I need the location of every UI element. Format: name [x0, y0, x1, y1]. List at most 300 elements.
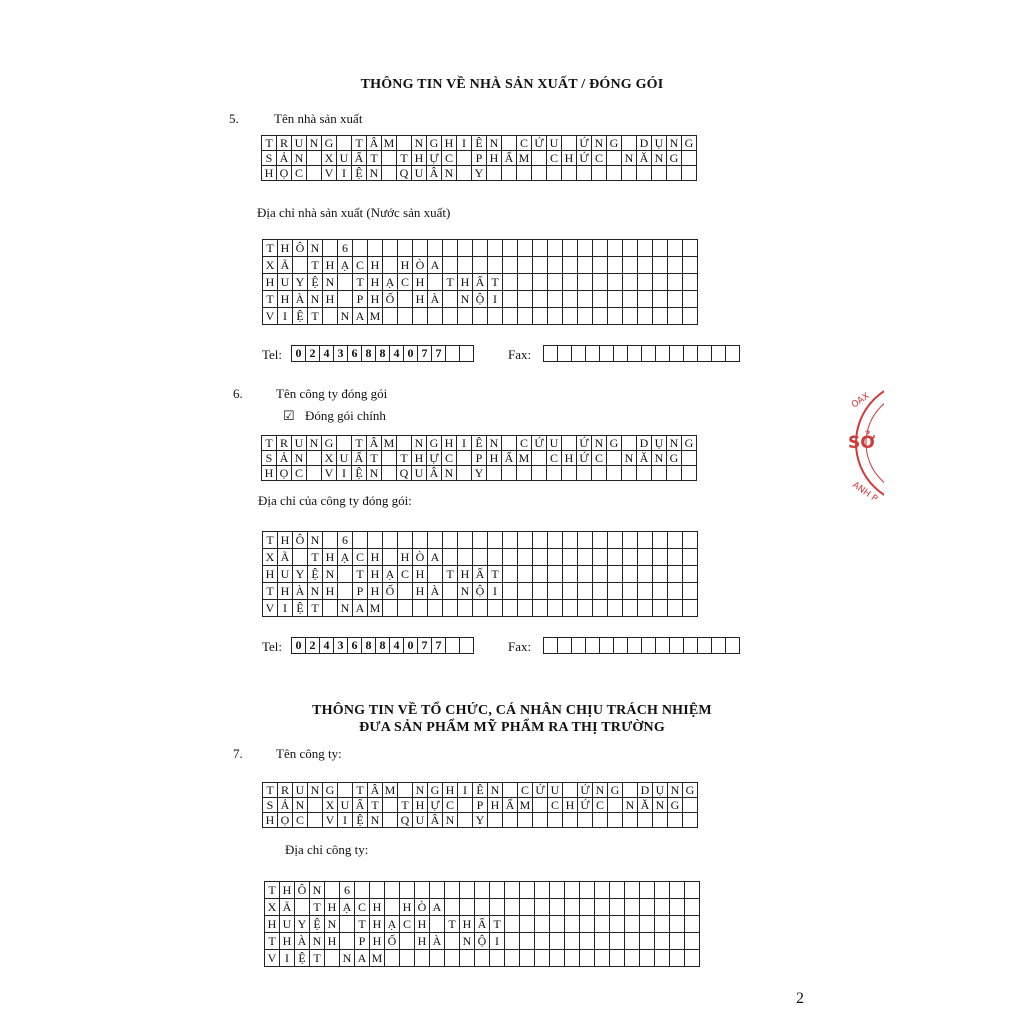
- grid-row: [263, 291, 698, 308]
- grid-cell: H: [370, 933, 385, 950]
- grid-cell: H: [487, 151, 502, 166]
- grid-cell: Ứ: [577, 436, 592, 451]
- grid-cell: [503, 783, 518, 798]
- grid-cell: S: [263, 798, 278, 813]
- digit-box: [600, 638, 614, 653]
- grid-cell: I: [278, 308, 293, 325]
- grid-cell: À: [428, 291, 443, 308]
- grid-cell: [533, 798, 548, 813]
- grid-cell: [563, 257, 578, 274]
- grid-cell: [520, 916, 535, 933]
- grid-row: [265, 882, 700, 899]
- item-label-manufacturer-name: Tên nhà sản xuất: [274, 111, 363, 126]
- grid-cell: [473, 257, 488, 274]
- grid-cell: [623, 583, 638, 600]
- digit-box: 4: [390, 346, 404, 361]
- grid-cell: [458, 240, 473, 257]
- grid-cell: C: [443, 798, 458, 813]
- fax-label-2: Fax:: [508, 639, 532, 654]
- grid-cell: [608, 308, 623, 325]
- grid-cell: [550, 899, 565, 916]
- fax-boxes-2: [543, 637, 740, 654]
- grid-cell: [338, 783, 353, 798]
- grid-cell: P: [472, 451, 487, 466]
- grid-cell: [668, 549, 683, 566]
- grid-cell: Ả: [277, 451, 292, 466]
- grid-cell: N: [442, 166, 457, 181]
- grid-cell: H: [487, 451, 502, 466]
- grid-cell: [547, 166, 562, 181]
- grid-cell: [563, 532, 578, 549]
- grid-cell: Y: [473, 813, 488, 828]
- grid-cell: T: [262, 136, 277, 151]
- grid-cell: [668, 600, 683, 617]
- grid-cell: Ã: [280, 899, 295, 916]
- grid-cell: [550, 933, 565, 950]
- grid-row: [263, 549, 698, 566]
- grid-cell: [685, 916, 700, 933]
- grid-cell: [475, 882, 490, 899]
- digit-box: [614, 346, 628, 361]
- grid-cell: [640, 899, 655, 916]
- grid-cell: [535, 882, 550, 899]
- grid-cell: [580, 916, 595, 933]
- digit-box: 8: [362, 638, 376, 653]
- grid-cell: Ò: [413, 257, 428, 274]
- grid-cell: [640, 933, 655, 950]
- grid-cell: [457, 451, 472, 466]
- grid-cell: H: [368, 291, 383, 308]
- grid-cell: [520, 882, 535, 899]
- checkbox-icon: ☑: [283, 408, 295, 423]
- grid-cell: Ệ: [295, 950, 310, 967]
- grid-cell: [595, 899, 610, 916]
- grid-cell: H: [562, 151, 577, 166]
- grid-cell: H: [415, 933, 430, 950]
- grid-cell: [563, 240, 578, 257]
- grid-cell: Ê: [472, 436, 487, 451]
- grid-cell: [593, 257, 608, 274]
- grid-cell: T: [265, 882, 280, 899]
- grid-cell: [578, 274, 593, 291]
- grid-cell: [353, 240, 368, 257]
- grid-cell: Ẩ: [502, 451, 517, 466]
- grid-row: [263, 798, 698, 813]
- grid-cell: [653, 257, 668, 274]
- grid-cell: H: [323, 583, 338, 600]
- digit-box: [586, 638, 600, 653]
- grid-cell: M: [382, 436, 397, 451]
- grid-cell: C: [547, 451, 562, 466]
- grid-cell: [533, 566, 548, 583]
- digit-box: [558, 638, 572, 653]
- grid-cell: [382, 451, 397, 466]
- packer-address-grid: [262, 531, 698, 617]
- grid-cell: U: [278, 274, 293, 291]
- digit-box: 7: [432, 346, 446, 361]
- grid-cell: Ụ: [653, 783, 668, 798]
- grid-cell: [458, 257, 473, 274]
- grid-cell: [578, 583, 593, 600]
- grid-row: [263, 783, 698, 798]
- grid-cell: X: [263, 549, 278, 566]
- grid-cell: Q: [398, 813, 413, 828]
- grid-cell: [670, 950, 685, 967]
- grid-row: [265, 916, 700, 933]
- grid-cell: [623, 600, 638, 617]
- grid-cell: Ạ: [383, 274, 398, 291]
- grid-cell: [685, 933, 700, 950]
- digit-box: 0: [292, 346, 306, 361]
- grid-cell: Ọ: [277, 166, 292, 181]
- grid-cell: I: [458, 783, 473, 798]
- grid-cell: À: [430, 933, 445, 950]
- grid-cell: H: [262, 166, 277, 181]
- grid-cell: Ệ: [353, 813, 368, 828]
- digit-box: [712, 346, 726, 361]
- grid-cell: H: [413, 274, 428, 291]
- grid-cell: [503, 566, 518, 583]
- grid-row: [263, 274, 698, 291]
- digit-box: [726, 638, 739, 653]
- grid-cell: [638, 291, 653, 308]
- grid-cell: [593, 240, 608, 257]
- grid-cell: [368, 240, 383, 257]
- digit-box: [726, 346, 739, 361]
- grid-cell: N: [308, 291, 323, 308]
- grid-cell: [638, 600, 653, 617]
- grid-cell: [685, 882, 700, 899]
- digit-box: 7: [418, 638, 432, 653]
- grid-cell: H: [413, 798, 428, 813]
- red-stamp-seal: [838, 378, 884, 508]
- digit-box: 7: [418, 346, 432, 361]
- grid-cell: [595, 882, 610, 899]
- grid-cell: [667, 166, 682, 181]
- grid-cell: N: [413, 783, 428, 798]
- grid-cell: H: [398, 257, 413, 274]
- grid-cell: [383, 549, 398, 566]
- grid-cell: R: [277, 136, 292, 151]
- grid-cell: [293, 257, 308, 274]
- grid-cell: Q: [397, 166, 412, 181]
- grid-cell: [565, 899, 580, 916]
- grid-cell: V: [265, 950, 280, 967]
- grid-cell: [623, 257, 638, 274]
- grid-cell: [518, 600, 533, 617]
- grid-cell: [458, 308, 473, 325]
- grid-cell: [533, 257, 548, 274]
- grid-cell: C: [353, 257, 368, 274]
- digit-box: [670, 346, 684, 361]
- digit-box: 0: [404, 638, 418, 653]
- grid-cell: N: [310, 882, 325, 899]
- grid-cell: S: [262, 151, 277, 166]
- grid-cell: [547, 466, 562, 481]
- grid-cell: N: [622, 151, 637, 166]
- grid-cell: N: [487, 136, 502, 151]
- grid-cell: T: [263, 783, 278, 798]
- grid-cell: [533, 549, 548, 566]
- grid-cell: U: [412, 466, 427, 481]
- grid-cell: [685, 950, 700, 967]
- grid-cell: [548, 308, 563, 325]
- grid-cell: Ô: [293, 240, 308, 257]
- grid-cell: [398, 291, 413, 308]
- grid-cell: [562, 436, 577, 451]
- grid-cell: [610, 916, 625, 933]
- grid-cell: [398, 583, 413, 600]
- grid-cell: G: [428, 783, 443, 798]
- grid-cell: H: [263, 566, 278, 583]
- grid-cell: Ạ: [338, 257, 353, 274]
- grid-cell: [428, 240, 443, 257]
- grid-cell: [430, 882, 445, 899]
- fax-label: Fax:: [508, 347, 532, 362]
- grid-cell: [443, 308, 458, 325]
- grid-cell: Ố: [385, 933, 400, 950]
- digit-box: [670, 638, 684, 653]
- grid-cell: H: [398, 549, 413, 566]
- grid-cell: T: [397, 451, 412, 466]
- grid-cell: [578, 813, 593, 828]
- grid-cell: T: [263, 240, 278, 257]
- grid-cell: Ã: [278, 257, 293, 274]
- tel-label: Tel:: [262, 347, 283, 362]
- grid-cell: [518, 583, 533, 600]
- grid-cell: T: [353, 783, 368, 798]
- grid-cell: [638, 274, 653, 291]
- grid-cell: [353, 532, 368, 549]
- grid-cell: H: [280, 933, 295, 950]
- grid-cell: Ụ: [652, 436, 667, 451]
- grid-cell: [593, 549, 608, 566]
- grid-cell: [385, 950, 400, 967]
- grid-cell: [550, 950, 565, 967]
- grid-cell: [383, 308, 398, 325]
- grid-cell: [518, 549, 533, 566]
- grid-cell: [667, 466, 682, 481]
- digit-box: [684, 638, 698, 653]
- grid-cell: [535, 950, 550, 967]
- grid-cell: G: [608, 783, 623, 798]
- grid-cell: [325, 882, 340, 899]
- grid-cell: Ố: [383, 583, 398, 600]
- grid-cell: [475, 899, 490, 916]
- grid-cell: [503, 257, 518, 274]
- digit-box: [684, 346, 698, 361]
- grid-cell: U: [337, 451, 352, 466]
- grid-cell: M: [517, 451, 532, 466]
- grid-row: [262, 151, 697, 166]
- grid-cell: N: [458, 291, 473, 308]
- grid-cell: V: [263, 308, 278, 325]
- grid-cell: Ụ: [652, 136, 667, 151]
- grid-cell: I: [280, 950, 295, 967]
- grid-cell: T: [310, 899, 325, 916]
- digit-box: [572, 346, 586, 361]
- grid-cell: H: [563, 798, 578, 813]
- digit-box: [698, 346, 712, 361]
- grid-cell: [683, 813, 698, 828]
- grid-cell: [548, 291, 563, 308]
- grid-cell: H: [458, 274, 473, 291]
- grid-cell: A: [428, 549, 443, 566]
- grid-cell: [683, 549, 698, 566]
- grid-cell: C: [517, 136, 532, 151]
- grid-cell: N: [338, 308, 353, 325]
- grid-cell: X: [265, 899, 280, 916]
- grid-cell: [443, 549, 458, 566]
- grid-row: [263, 813, 698, 828]
- grid-cell: [533, 813, 548, 828]
- grid-cell: Ấ: [475, 916, 490, 933]
- grid-cell: [400, 950, 415, 967]
- grid-cell: [505, 899, 520, 916]
- digit-box: [642, 638, 656, 653]
- grid-cell: [608, 240, 623, 257]
- digit-box: 6: [348, 638, 362, 653]
- grid-cell: [473, 600, 488, 617]
- grid-cell: [563, 600, 578, 617]
- item-label-packer-address: Địa chỉ của công ty đóng gói:: [258, 493, 412, 508]
- grid-cell: H: [265, 916, 280, 933]
- grid-cell: G: [682, 436, 697, 451]
- grid-cell: [638, 532, 653, 549]
- grid-cell: H: [400, 899, 415, 916]
- grid-cell: [473, 532, 488, 549]
- grid-cell: [457, 466, 472, 481]
- grid-cell: N: [340, 950, 355, 967]
- grid-cell: N: [652, 451, 667, 466]
- grid-cell: C: [400, 916, 415, 933]
- grid-cell: Ệ: [293, 308, 308, 325]
- grid-cell: T: [398, 798, 413, 813]
- grid-cell: [443, 600, 458, 617]
- grid-cell: U: [548, 783, 563, 798]
- digit-box: [642, 346, 656, 361]
- grid-row: [263, 532, 698, 549]
- grid-cell: [457, 151, 472, 166]
- grid-cell: [653, 813, 668, 828]
- grid-cell: 6: [338, 240, 353, 257]
- grid-cell: [683, 532, 698, 549]
- grid-cell: [623, 566, 638, 583]
- grid-cell: [655, 916, 670, 933]
- grid-cell: N: [323, 274, 338, 291]
- grid-cell: H: [368, 583, 383, 600]
- grid-cell: [445, 950, 460, 967]
- grid-cell: Ệ: [308, 274, 323, 291]
- grid-cell: [668, 583, 683, 600]
- grid-cell: [683, 240, 698, 257]
- grid-cell: H: [278, 583, 293, 600]
- grid-cell: C: [517, 436, 532, 451]
- grid-cell: H: [280, 882, 295, 899]
- grid-cell: [443, 257, 458, 274]
- grid-cell: [623, 549, 638, 566]
- grid-cell: [398, 783, 413, 798]
- svg-text:ANH P: ANH P: [850, 480, 879, 505]
- grid-cell: [638, 566, 653, 583]
- grid-cell: [428, 274, 443, 291]
- grid-cell: À: [428, 583, 443, 600]
- grid-cell: N: [487, 436, 502, 451]
- grid-cell: N: [368, 813, 383, 828]
- grid-cell: T: [368, 798, 383, 813]
- svg-text:OAX: OAX: [849, 391, 872, 411]
- grid-cell: [578, 566, 593, 583]
- digit-box: [600, 346, 614, 361]
- grid-cell: Ệ: [352, 466, 367, 481]
- grid-cell: [638, 257, 653, 274]
- section-heading-responsible-line2: ĐƯA SẢN PHẨM MỸ PHẨM RA THỊ TRƯỜNG: [359, 720, 665, 735]
- grid-cell: Ă: [637, 451, 652, 466]
- grid-cell: [623, 291, 638, 308]
- grid-row: [265, 950, 700, 967]
- grid-cell: T: [308, 257, 323, 274]
- grid-cell: Ự: [427, 451, 442, 466]
- grid-cell: [338, 566, 353, 583]
- grid-cell: [503, 532, 518, 549]
- grid-cell: C: [398, 274, 413, 291]
- grid-cell: [668, 308, 683, 325]
- page-number: 2: [796, 990, 804, 1007]
- grid-cell: [533, 291, 548, 308]
- grid-cell: Y: [293, 566, 308, 583]
- manufacturer-name-grid: [261, 135, 697, 181]
- grid-cell: [383, 813, 398, 828]
- grid-cell: C: [355, 899, 370, 916]
- item-label-packer-name: Tên công ty đóng gói: [276, 386, 388, 401]
- grid-cell: [563, 549, 578, 566]
- grid-cell: [578, 308, 593, 325]
- grid-cell: [685, 899, 700, 916]
- grid-cell: [428, 532, 443, 549]
- grid-cell: C: [292, 466, 307, 481]
- grid-cell: [565, 933, 580, 950]
- grid-cell: H: [488, 798, 503, 813]
- grid-cell: H: [263, 813, 278, 828]
- grid-cell: [488, 308, 503, 325]
- grid-cell: [532, 166, 547, 181]
- grid-cell: [548, 240, 563, 257]
- grid-cell: [640, 916, 655, 933]
- grid-cell: [325, 950, 340, 967]
- grid-cell: Ò: [413, 549, 428, 566]
- grid-cell: T: [490, 916, 505, 933]
- grid-cell: [520, 950, 535, 967]
- grid-cell: V: [323, 813, 338, 828]
- grid-cell: [428, 600, 443, 617]
- grid-cell: [370, 882, 385, 899]
- grid-cell: [593, 274, 608, 291]
- grid-cell: G: [607, 436, 622, 451]
- grid-cell: [488, 257, 503, 274]
- grid-cell: Y: [472, 166, 487, 181]
- grid-cell: [548, 274, 563, 291]
- grid-cell: [668, 240, 683, 257]
- grid-cell: [490, 950, 505, 967]
- grid-cell: Ứ: [532, 436, 547, 451]
- item-number-7: 7.: [233, 746, 243, 761]
- grid-cell: [533, 308, 548, 325]
- grid-cell: T: [308, 600, 323, 617]
- grid-cell: [683, 257, 698, 274]
- grid-cell: [652, 166, 667, 181]
- grid-cell: [608, 257, 623, 274]
- grid-cell: [683, 566, 698, 583]
